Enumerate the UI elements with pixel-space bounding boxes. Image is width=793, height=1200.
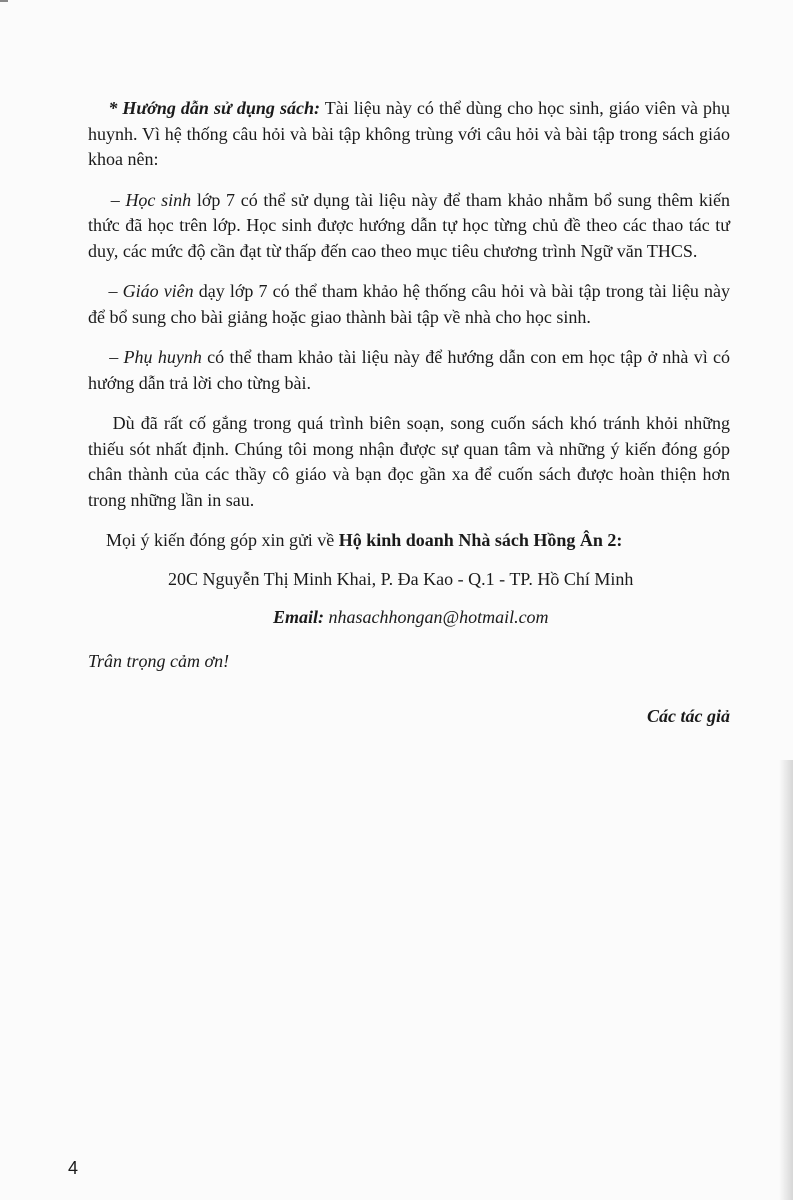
closing-text: Dù đã rất cố gắng trong quá trình biên soạn, song cuốn sách khó tránh khỏi những thiếu sót nhất định. Chúng tôi mong nhận được sự quan tâm và những ý kiến đóng góp chân thành của các thầy cô giáo và bạn đọc gần xa để cuốn sách được hoàn thiện hơn trong những lần in sau. bbox=[88, 413, 731, 510]
teachers-dash: – bbox=[108, 281, 123, 301]
usage-guide-text: Tài liệu này có thể dùng cho học sinh, giáo viên và phụ huynh. Vì hệ thống câu hỏi và bài tập không trùng với câu hỏi và bài tập trong sách giáo khoa nên: bbox=[88, 98, 731, 169]
teachers-text: dạy lớp 7 có thể tham khảo hệ thống câu hỏi và bài tập trong tài liệu này để bổ sung cho bài giảng hoặc giao thành bài tập về nhà cho học sinh. bbox=[88, 281, 731, 327]
students-text: lớp 7 có thể sử dụng tài liệu này để tham khảo nhằm bổ sung thêm kiến thức đã học trên lớp. Học sinh được hướng dẫn tự học từng chủ đề theo các thao tác tư duy, các mức độ cần đạt từ thấp đến cao theo mục tiêu chương trình Ngữ văn THCS. bbox=[88, 189, 730, 261]
email-label: Email: bbox=[273, 607, 325, 627]
publisher-name: Hộ kinh doanh Nhà sách Hồng Ân 2: bbox=[338, 530, 623, 550]
thanks-line: Trân trọng cảm ơn! bbox=[88, 650, 230, 671]
students-dash: – bbox=[110, 189, 126, 210]
parents-dash: – bbox=[109, 347, 124, 367]
page-number: 4 bbox=[68, 1158, 79, 1178]
parents-text: có thể tham khảo tài liệu này để hướng dẫn con em học tập ở nhà vì có hướng dẫn trả lời cho từng bài. bbox=[88, 347, 731, 393]
authors-signature: Các tác giả bbox=[647, 706, 730, 726]
contact-paragraph bbox=[88, 528, 730, 554]
students-paragraph bbox=[88, 188, 730, 265]
usage-guide-heading: * Hướng dẫn sử dụng sách: bbox=[108, 98, 320, 118]
contact-lead: Mọi ý kiến đóng góp xin gửi về bbox=[106, 530, 339, 550]
page-edge-shadow bbox=[779, 760, 793, 1200]
crop-mark bbox=[0, 0, 8, 2]
parents-paragraph bbox=[88, 345, 730, 396]
closing-paragraph bbox=[88, 411, 730, 513]
usage-guide-paragraph bbox=[88, 96, 730, 173]
page-body bbox=[88, 96, 730, 730]
address-line: 20C Nguyễn Thị Minh Khai, P. Đa Kao - Q.1 - TP. Hồ Chí Minh bbox=[168, 568, 634, 589]
parents-label: Phụ huynh bbox=[123, 347, 202, 367]
email-address[interactable]: nhasachhongan@hotmail.com bbox=[324, 607, 549, 627]
students-label: Học sinh bbox=[125, 189, 192, 210]
teachers-label: Giáo viên bbox=[122, 281, 194, 301]
teachers-paragraph bbox=[88, 279, 730, 330]
email-line bbox=[88, 605, 730, 631]
